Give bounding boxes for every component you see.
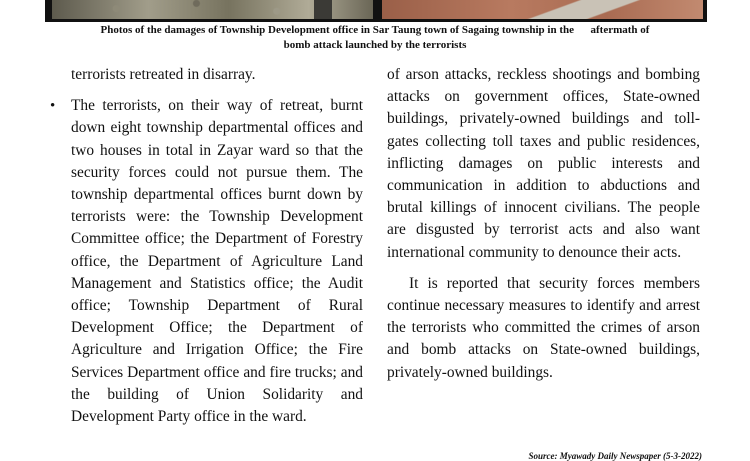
left-column (50, 64, 363, 428)
bullet-paragraph-text: The terrorists, on their way of retreat, burnt down eight township departmental offices and two houses in total in Zayar ward so that the security forces could not pursue them. The township departmental offices burnt down by terrorists were: the Township Development Committee office; the Department of Forestry office, the Department of Agriculture Land Management and Statistics office; the Audit office; Township Department of Rural Development Office; the Department of Agriculture and Irrigation Office; the Fire Services Department office and fire trucks; and the building of Union Solidarity and Development Party office in the ward. (71, 97, 363, 426)
right-paragraph-2: It is reported that security forces members continue necessary measures to identify and arrest the terrorists who committed the crimes of arson and bomb attacks on State-owned buildings, privately-owned buildings. (387, 274, 700, 381)
photo-caption (40, 23, 710, 53)
continuation-text: terrorists retreated in disarray. (71, 66, 256, 83)
source-credit: Source: Myawady Daily Newspaper (5-3-2022) (528, 451, 702, 461)
bullet-icon: • (50, 98, 56, 115)
right-paragraph-1: of arson attacks, reckless shootings and bombing attacks on government offices, State-owned buildings, privately-owned buildings and toll-gates collecting toll taxes and public residences, inflicting damages on public interests and communication in addition to abductions and brutal killings of innocent civilians. The people are disgusted by terrorist acts and also want international community to denounce their acts. (387, 66, 700, 261)
caption-line-1: Photos of the damages of Township Development office in Sar Taung town of Sagaing township in the aftermath of (100, 24, 650, 36)
caption-line-2: bomb attack launched by the terrorists (283, 39, 467, 51)
bullet-paragraph (50, 95, 363, 428)
right-column (387, 64, 700, 384)
damage-photo-left (52, 0, 373, 19)
damage-photo-right (382, 0, 703, 19)
photo-strip (45, 0, 707, 22)
